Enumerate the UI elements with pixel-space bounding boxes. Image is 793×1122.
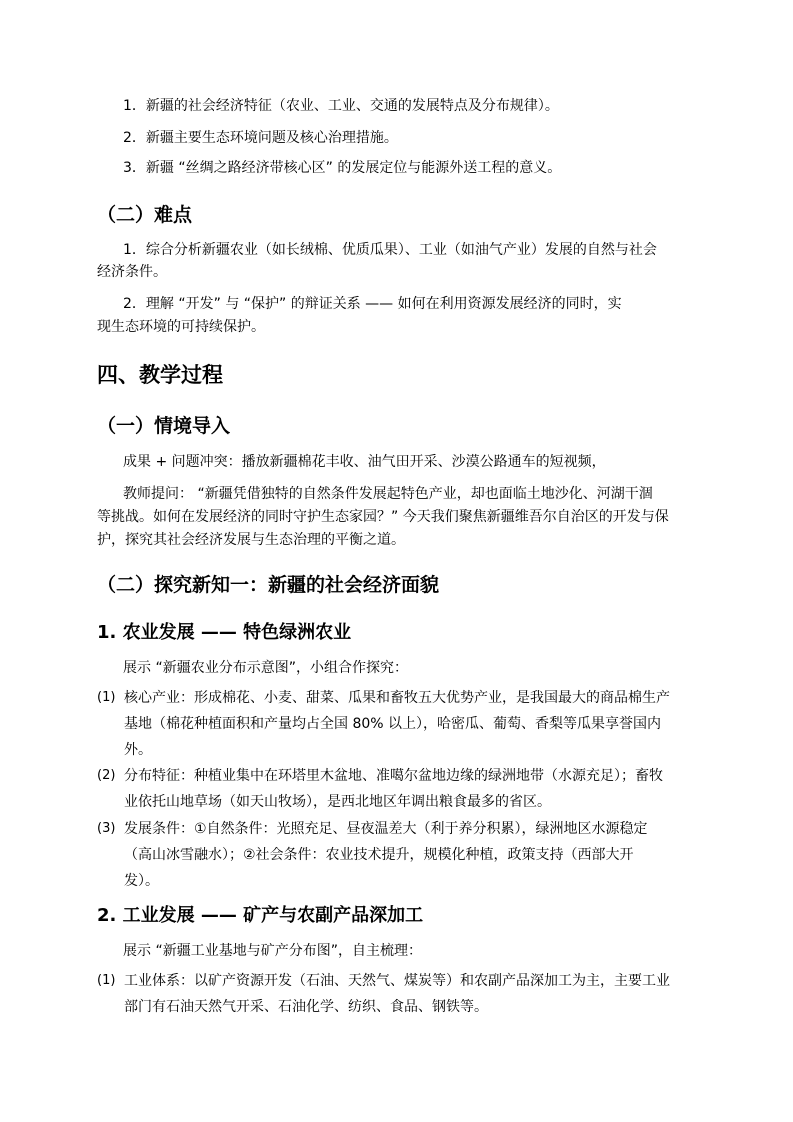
- industry-item-1: [97, 968, 701, 1020]
- item-number: (3): [97, 821, 116, 836]
- section-4-heading: 四、教学过程: [97, 363, 223, 387]
- item-line: 基地（棉花种植面积和产量均占全国 80% 以上），哈密瓜、葡萄、香梨等瓜果享誉国内: [124, 716, 662, 732]
- agri-heading: 1. 农业发展 —— 特色绿洲农业: [97, 622, 352, 643]
- item-number: (1): [97, 690, 116, 705]
- item-line: 工业体系：以矿产资源开发（石油、天然气、煤炭等）和农副产品深加工为主，主要工业: [124, 973, 670, 989]
- item-number: (2): [97, 768, 116, 783]
- key-point-1: 1．新疆的社会经济特征（农业、工业、交通的发展特点及分布规律）。: [123, 98, 559, 114]
- item-line: 分布特征：种植业集中在环塔里木盆地、准噶尔盆地边缘的绿洲地带（水源充足）；畜牧: [124, 768, 663, 784]
- item-line: 核心产业：形成棉花、小麦、甜菜、瓜果和畜牧五大优势产业，是我国最大的商品棉生产: [124, 690, 670, 706]
- item-number: (1): [97, 973, 116, 988]
- key-point-3: 3．新疆 “丝绸之路经济带核心区” 的发展定位与能源外送工程的意义。: [123, 160, 562, 176]
- industry-intro: 展示 “新疆工业基地与矿产分布图”，自主梳理：: [123, 943, 422, 959]
- item-line: 业依托山地草场（如天山牧场），是西北地区年调出粮食最多的省区。: [124, 794, 551, 810]
- intro-p2-line2: 等挑战。如何在发展经济的同时守护生态家园？” 今天我们聚焦新疆维吾尔自治区的开发与保: [97, 509, 669, 525]
- item-line: 部门有石油天然气开采、石油化学、纺织、食品、钢铁等。: [124, 999, 488, 1015]
- intro-p2-line1: 教师提问： “新疆凭借独特的自然条件发展起特色产业，却也面临土地沙化、河湖干涸: [123, 486, 653, 502]
- difficulty-heading: （二）难点: [97, 204, 193, 226]
- difficulty-p1-line2: 经济条件。: [97, 264, 167, 280]
- intro-line1: 成果 + 问题冲突：播放新疆棉花丰收、油气田开采、沙漠公路通车的短视频，: [123, 454, 606, 470]
- industry-heading: 2. 工业发展 —— 矿产与农副产品深加工: [97, 905, 424, 926]
- difficulty-p2-line2: 现生态环境的可持续保护。: [97, 319, 265, 335]
- intro-p2-line3: 护，探究其社会经济发展与生态治理的平衡之道。: [97, 532, 405, 548]
- agri-item-1: [97, 685, 701, 763]
- item-line: 发展条件：①自然条件：光照充足、昼夜温差大（利于养分积累），绿洲地区水源稳定: [124, 821, 648, 837]
- difficulty-p1-line1: 1．综合分析新疆农业（如长绒棉、优质瓜果）、工业（如油气产业）发展的自然与社会: [123, 242, 657, 258]
- agri-item-2: [97, 763, 701, 815]
- item-line: 外。: [124, 742, 152, 758]
- agri-intro: 展示 “新疆农业分布示意图”，小组合作探究：: [123, 660, 408, 676]
- agri-item-3: [97, 816, 701, 894]
- key-point-2: 2．新疆主要生态环境问题及核心治理措施。: [123, 130, 398, 146]
- intro-heading: （一）情境导入: [97, 415, 231, 437]
- difficulty-p2-line1: 2．理解 “开发” 与 “保护” 的辩证关系 —— 如何在利用资源发展经济的同时，实: [123, 296, 622, 312]
- item-line: （高山冰雪融水）；②社会条件：农业技术提升，规模化种植，政策支持（西部大开: [124, 847, 634, 863]
- explore-heading: （二）探究新知一：新疆的社会经济面貌: [97, 574, 440, 596]
- item-line: 发）。: [124, 873, 159, 889]
